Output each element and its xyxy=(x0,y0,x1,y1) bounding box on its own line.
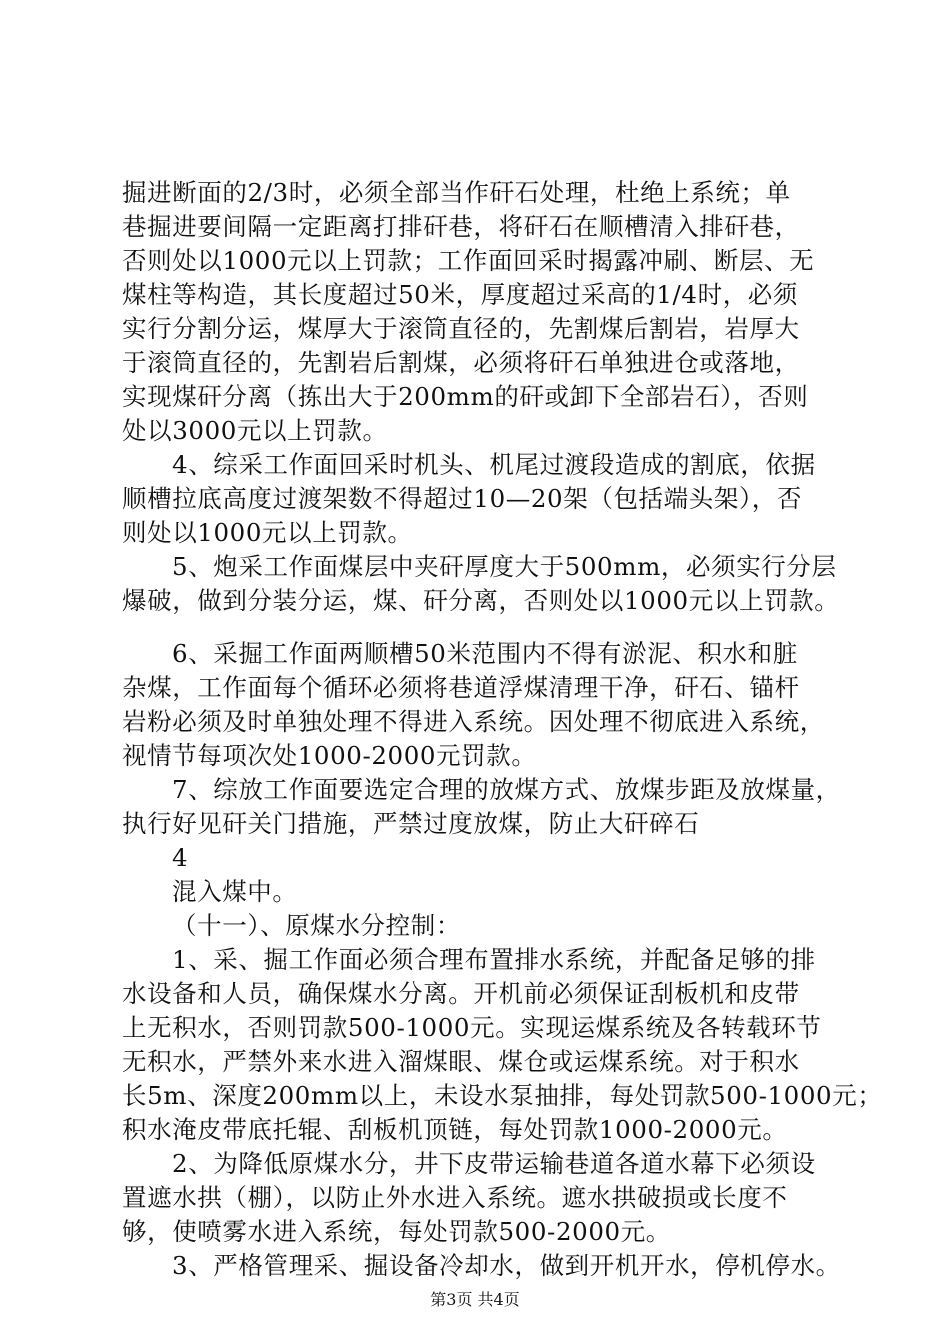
text-line: 长5m、深度200mm以上，未设水泵抽排，每处罚款500-1000元； xyxy=(122,1081,883,1110)
text-line: 3、严格管理采、掘设备冷却水，做到开机开水，停机停水。 xyxy=(172,1251,841,1280)
text-line: 实行分割分运，煤厚大于滚筒直径的，先割煤后割岩，岩厚大 xyxy=(122,314,800,343)
text-line: 煤柱等构造，其长度超过50米，厚度超过采高的1/4时，必须 xyxy=(122,280,799,309)
text-line: 掘进断面的2/3时，必须全部当作矸石处理，杜绝上系统；单 xyxy=(122,178,791,207)
text-line: 够，使喷雾水进入系统，每处罚款500-2000元。 xyxy=(122,1217,671,1246)
text-line: 巷掘进要间隔一定距离打排矸巷，将矸石在顺槽清入排矸巷， xyxy=(122,212,800,241)
text-line: 爆破，做到分装分运，煤、矸分离，否则处以1000元以上罚款。 xyxy=(122,586,840,615)
text-line: 实现煤矸分离（拣出大于200mm的矸或卸下全部岩石），否则 xyxy=(122,382,809,411)
text-line: 杂煤，工作面每个循环必须将巷道浮煤清理干净，矸石、锚杆 xyxy=(122,673,800,702)
section-heading: （十一）、原煤水分控制： xyxy=(172,911,461,940)
text-line: 处以3000元以上罚款。 xyxy=(122,416,388,445)
text-line: 7、综放工作面要选定合理的放煤方式、放煤步距及放煤量， xyxy=(172,775,841,804)
text-line: 2、为降低原煤水分，井下皮带运输巷道各道水幕下必须设 xyxy=(172,1149,816,1178)
text-line: 水设备和人员，确保煤水分离。开机前必须保证刮板机和皮带 xyxy=(122,979,800,1008)
page-footer: 第3页 共4页 xyxy=(430,1290,520,1309)
text-line: 1、采、掘工作面必须合理布置排水系统，并配备足够的排 xyxy=(172,945,816,974)
text-line: 视情节每项次处1000-2000元罚款。 xyxy=(122,741,537,770)
text-line: 4、综采工作面回采时机头、机尾过渡段造成的割底，依据 xyxy=(172,450,816,479)
text-line: 混入煤中。 xyxy=(172,877,298,906)
text-line: 上无积水，否则罚款500-1000元。实现运煤系统及各转载环节 xyxy=(122,1013,822,1042)
text-line: 顺槽拉底高度过渡架数不得超过10—20架（包括端头架），否 xyxy=(122,484,802,513)
text-line: 于滚筒直径的，先割岩后割煤，必须将矸石单独进仓或落地， xyxy=(122,348,800,377)
text-line: 5、炮采工作面煤层中夹矸厚度大于500mm，必须实行分层 xyxy=(172,552,837,581)
text-line: 岩粉必须及时单独处理不得进入系统。因处理不彻底进入系统， xyxy=(122,707,825,736)
text-line: 无积水，严禁外来水进入溜煤眼、煤仓或运煤系统。对于积水 xyxy=(122,1047,800,1076)
text-line: 积水淹皮带底托辊、刮板机顶链，每处罚款1000-2000元。 xyxy=(122,1115,788,1144)
text-line: 6、采掘工作面两顺槽50米范围内不得有淤泥、积水和脏 xyxy=(172,639,798,668)
text-line: 置遮水拱（棚），以防止外水进入系统。遮水拱破损或长度不 xyxy=(122,1183,788,1212)
text-line: 则处以1000元以上罚款。 xyxy=(122,518,413,547)
page-number-marker: 4 xyxy=(172,843,189,872)
text-line: 执行好见矸关门措施，严禁过度放煤，防止大矸碎石 xyxy=(122,809,700,838)
text-line: 否则处以1000元以上罚款；工作面回采时揭露冲刷、断层、无 xyxy=(122,246,815,275)
